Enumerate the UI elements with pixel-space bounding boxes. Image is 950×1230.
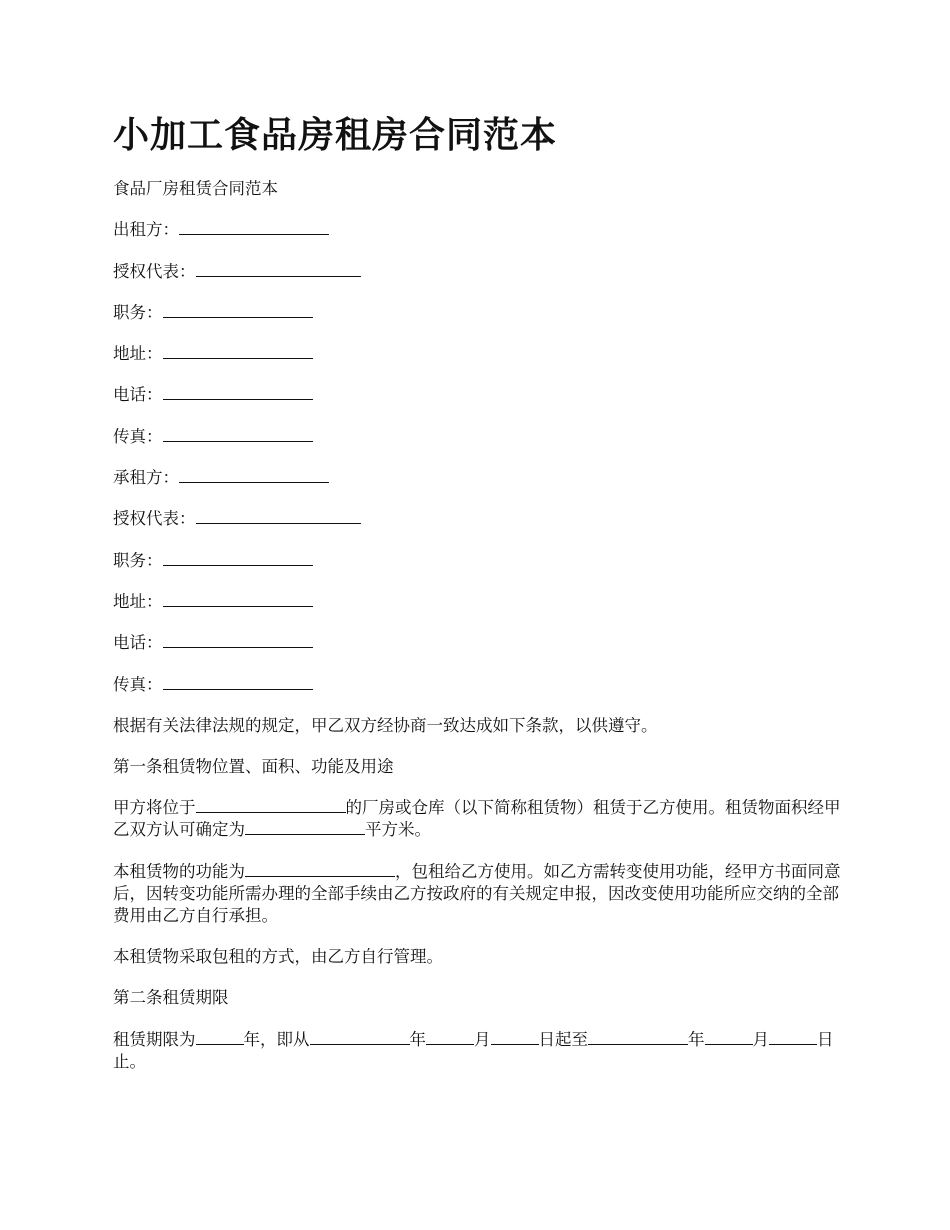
lessee-address-line — [113, 591, 843, 613]
lessor-phone-line — [113, 384, 843, 406]
lessor-blank — [179, 219, 329, 235]
end-month-blank — [705, 1029, 753, 1045]
lessor-rep-blank — [196, 261, 361, 277]
lessee-position-line — [113, 550, 843, 572]
article2-heading: 第二条租赁期限 — [113, 988, 229, 1008]
start-month-blank — [426, 1029, 474, 1045]
end-year-blank — [588, 1029, 688, 1045]
lessee-label: 承租方： — [113, 468, 179, 488]
lessor-fax-blank — [163, 426, 313, 442]
term-text-e: 日起至 — [538, 1029, 588, 1049]
lessee-position-blank — [163, 550, 313, 566]
start-day-blank — [491, 1029, 539, 1045]
term-text-a: 租赁期限为 — [113, 1029, 196, 1049]
function-blank — [245, 861, 395, 877]
end-day-blank — [769, 1029, 817, 1045]
area-blank — [245, 819, 365, 835]
lessee-blank — [179, 467, 329, 483]
lessee-phone-blank — [163, 632, 313, 648]
term-text-b: 年，即从 — [243, 1029, 310, 1049]
article1-p1-text-c: 平方米。 — [365, 820, 431, 840]
location-blank — [196, 797, 346, 813]
article1-p1-text-b: 的厂房或仓库（以下简称租赁物）租赁于乙方使用。租赁物面积经甲乙双方认可确定为 — [113, 798, 841, 840]
term-text-g: 月 — [752, 1029, 769, 1049]
lessee-address-blank — [163, 591, 313, 607]
term-text-f: 年 — [688, 1029, 705, 1049]
article2-paragraph1 — [113, 1029, 843, 1073]
intro-paragraph: 根据有关法律法规的规定，甲乙双方经协商一致达成如下条款，以供遵守。 — [113, 715, 658, 735]
lessee-rep-label: 授权代表： — [113, 509, 196, 529]
term-text-h: 日止。 — [113, 1029, 834, 1071]
lessor-address-label: 地址： — [113, 344, 163, 364]
lessee-position-label: 职务： — [113, 550, 163, 570]
lessor-address-blank — [163, 343, 313, 359]
lessee-rep-line — [113, 508, 843, 530]
lessor-position-line — [113, 302, 843, 324]
lessor-address-line — [113, 343, 843, 365]
lessor-phone-blank — [163, 384, 313, 400]
lessor-rep-label: 授权代表： — [113, 261, 196, 281]
lessor-fax-line — [113, 426, 843, 448]
lessor-label: 出租方： — [113, 220, 179, 240]
term-years-blank — [196, 1029, 244, 1045]
lessee-phone-label: 电话： — [113, 633, 163, 653]
lessee-line — [113, 467, 843, 489]
article1-p2-text-b: ，包租给乙方使用。如乙方需转变使用功能，经甲方书面同意后，因转变功能所需办理的全部手续由乙方按政府的有关规定申报，因改变使用功能所应交纳的全部费用由乙方自行承担。 — [113, 861, 841, 925]
lessee-address-label: 地址： — [113, 591, 163, 611]
lessor-phone-label: 电话： — [113, 385, 163, 405]
lessee-phone-line — [113, 632, 843, 654]
lessee-fax-line — [113, 674, 843, 696]
lessor-rep-line — [113, 261, 843, 283]
term-text-c: 年 — [409, 1029, 426, 1049]
start-year-blank — [310, 1029, 410, 1045]
article1-paragraph1 — [113, 797, 843, 841]
article1-paragraph3: 本租赁物采取包租的方式，由乙方自行管理。 — [113, 947, 443, 967]
term-text-d: 月 — [474, 1029, 491, 1049]
document-page — [113, 112, 843, 1092]
document-title: 小加工食品房租房合同范本 — [113, 115, 558, 156]
lessee-rep-blank — [196, 508, 361, 524]
lessor-position-label: 职务： — [113, 302, 163, 322]
subtitle: 食品厂房租赁合同范本 — [113, 179, 278, 198]
article1-p2-text-a: 本租赁物的功能为 — [113, 861, 245, 881]
lessor-fax-label: 传真： — [113, 426, 163, 446]
article1-p1-text-a: 甲方将位于 — [113, 798, 196, 818]
lessee-fax-label: 传真： — [113, 674, 163, 694]
lessor-line — [113, 219, 843, 241]
article1-paragraph2 — [113, 861, 843, 927]
lessee-fax-blank — [163, 674, 313, 690]
lessor-position-blank — [163, 302, 313, 318]
article1-heading: 第一条租赁物位置、面积、功能及用途 — [113, 757, 394, 777]
